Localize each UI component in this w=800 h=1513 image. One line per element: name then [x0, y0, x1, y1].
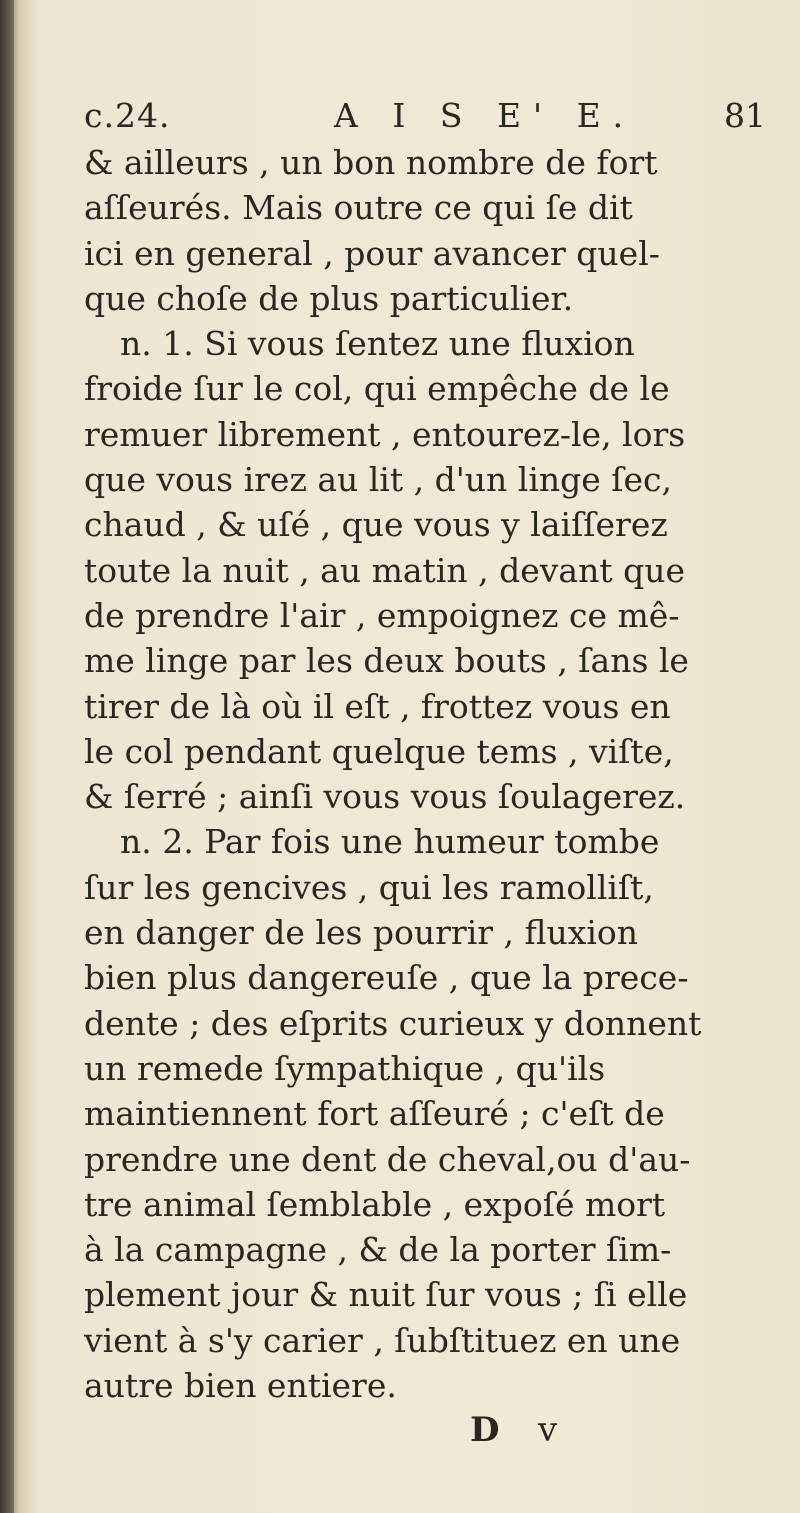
- signature-number: v: [538, 1410, 558, 1450]
- book-spine-shadow: [0, 0, 14, 1513]
- text-line: le col pendant quelque tems , viſte,: [84, 731, 674, 771]
- text-line: ſur les gencives , qui les ramolliſt,: [84, 867, 654, 907]
- text-line: autre bien entiere.: [84, 1366, 397, 1406]
- text-line: à la campagne , & de la porter ſim-: [84, 1230, 672, 1270]
- text-line: prendre une dent de cheval,ou d'au-: [84, 1139, 691, 1179]
- text-line: vient à s'y carier , ſubſtituez en une: [84, 1320, 681, 1360]
- text-line: me linge par les deux bouts , ſans le: [84, 641, 689, 681]
- page-number: 81: [724, 96, 766, 135]
- text-line: ici en general , pour avancer quel-: [84, 233, 660, 273]
- text-line: dente ; des eſprits curieux y donnent: [84, 1003, 702, 1043]
- running-title: A I S E' E.: [334, 96, 636, 135]
- text-line: froide ſur le col, qui empêche de le: [84, 369, 670, 409]
- body-text: [84, 140, 784, 1408]
- chapter-number: c.24.: [84, 96, 171, 135]
- text-line: de prendre l'air , empoignez ce mê-: [84, 595, 680, 635]
- text-line: plement jour & nuit ſur vous ; ſi elle: [84, 1275, 688, 1315]
- text-line: maintiennent fort aſſeuré ; c'eſt de: [84, 1094, 665, 1134]
- text-line: n. 2. Par fois une humeur tombe: [120, 822, 660, 862]
- text-line: que choſe de plus particulier.: [84, 278, 574, 318]
- text-line: que vous irez au lit , d'un linge ſec,: [84, 460, 672, 500]
- text-line: chaud , & uſé , que vous y laiſſerez: [84, 505, 668, 545]
- text-line: tirer de là où il eſt , frottez vous en: [84, 686, 671, 726]
- running-header: [84, 96, 784, 140]
- text-line: & ſerré ; ainſi vous vous ſoulagerez.: [84, 777, 686, 817]
- text-line: remuer librement , entourez-le, lors: [84, 414, 686, 454]
- text-line: n. 1. Si vous ſentez une fluxion: [120, 324, 635, 364]
- signature-letter: D: [470, 1410, 500, 1450]
- text-line: bien plus dangereuſe , que la prece-: [84, 958, 689, 998]
- text-line: aſſeurés. Mais outre ce qui ſe dit: [84, 188, 633, 228]
- signature-mark: [470, 1410, 650, 1460]
- text-line: un remede ſympathique , qu'ils: [84, 1048, 606, 1088]
- text-line: & ailleurs , un bon nombre de fort: [84, 143, 658, 182]
- text-line: toute la nuit , au matin , devant que: [84, 550, 685, 590]
- text-line: tre animal ſemblable , expoſé mort: [84, 1184, 666, 1224]
- text-line: en danger de les pourrir , fluxion: [84, 913, 639, 953]
